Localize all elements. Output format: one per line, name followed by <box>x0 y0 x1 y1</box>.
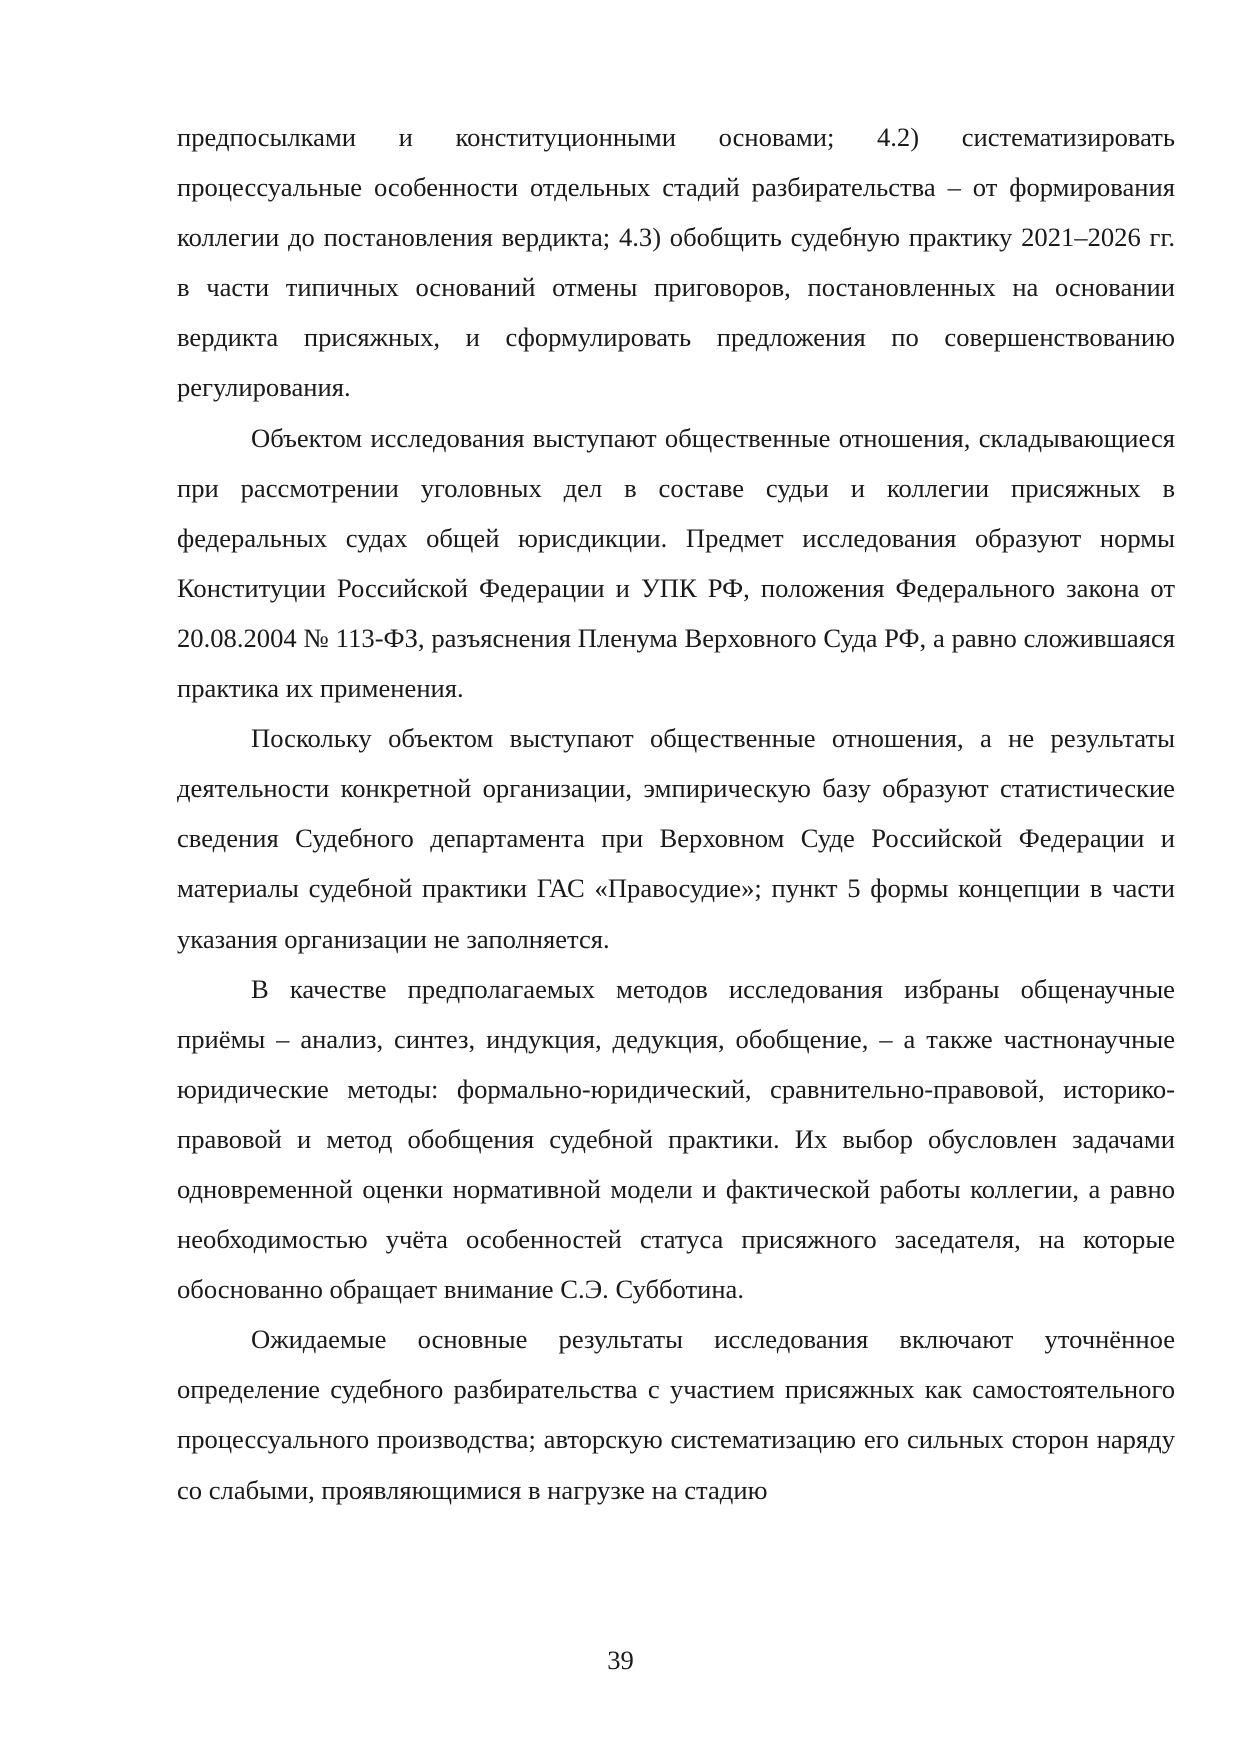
page-number: 39 <box>607 1645 634 1675</box>
paragraph-object-subject: Объектом исследования выступают общественные отношения, складывающиеся при рассмотрении уголовных дел в составе судьи и коллегии присяжных в федеральных судах общей юрисдикции. Предмет исследования образуют нормы Конституции Российской Федерации и УПК РФ, положения Федерального закона от 20.08.2004 № 113-ФЗ, разъяснения Пленума Верховного Суда РФ, а равно сложившаяся практика их применения. <box>177 422 1175 704</box>
body-text <box>177 112 1175 1515</box>
paragraph-methods: В качестве предполагаемых методов исследования избраны общенаучные приёмы – анализ, синтез, индукция, дедукция, обобщение, – а также частнонаучные юридические методы: формально-юридический, сравнительно-правовой, историко-правовой и метод обобщения судебной практики. Их выбор обусловлен задачами одновременной оценки нормативной модели и фактической работы коллегии, а равно необходимостью учёта особенностей статуса присяжного заседателя, на которые обоснованно обращает внимание С.Э. Субботина. <box>177 973 1175 1305</box>
paragraph-expected-results: Ожидаемые основные результаты исследования включают уточнённое определение судебного разбирательства с участием присяжных как самостоятельного процессуального производства; авторскую систематизацию его сильных сторон наряду со слабыми, проявляющимися в нагрузке на стадию <box>177 1324 1175 1505</box>
paragraph-empirical-base: Поскольку объектом выступают общественные отношения, а не результаты деятельности конкретной организации, эмпирическую базу образуют статистические сведения Судебного департамента при Верховном Суде Российской Федерации и материалы судебной практики ГАС «Правосудие»; пункт 5 формы концепции в части указания организации не заполняется. <box>177 723 1175 954</box>
paragraph-continuation: предпосылками и конституционными основами; 4.2) систематизировать процессуальные особенности отдельных стадий разбирательства – от формирования коллегии до постановления вердикта; 4.3) обобщить судебную практику 2021–2026 гг. в части типичных оснований отмены приговоров, постановленных на основании вердикта присяжных, и сформулировать предложения по совершенствованию регулирования. <box>177 122 1175 403</box>
